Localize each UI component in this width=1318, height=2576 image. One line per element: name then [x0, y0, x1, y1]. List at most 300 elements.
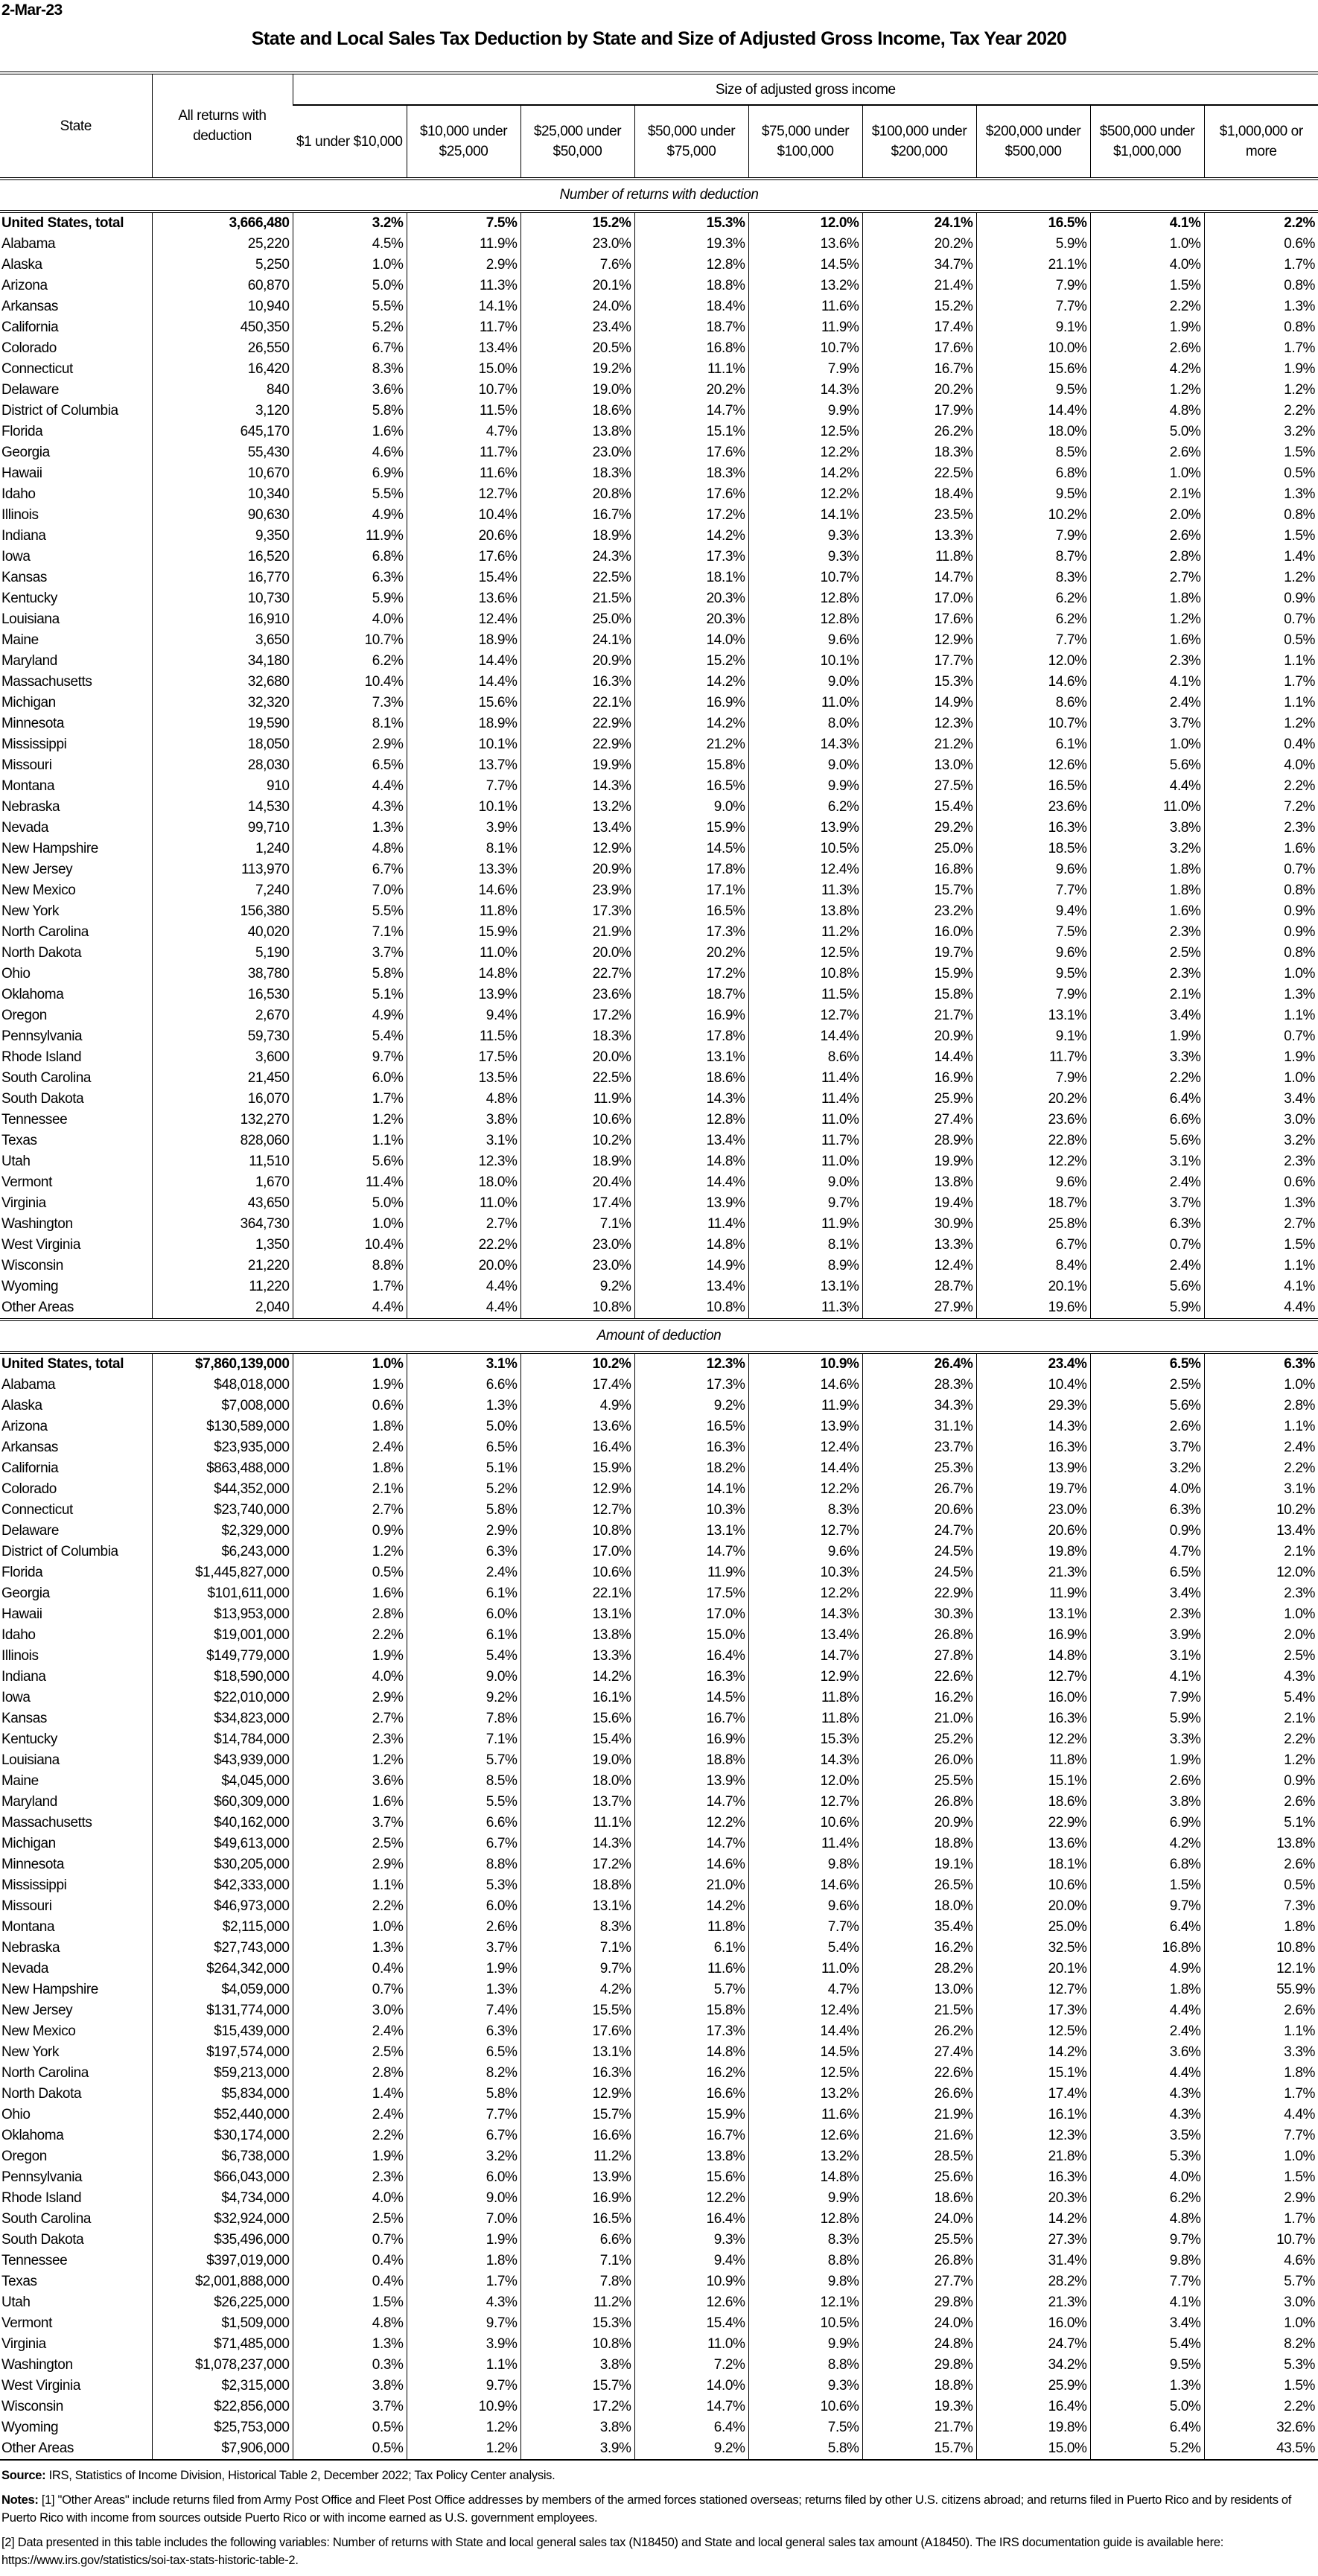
bracket-percent: 8.5%	[976, 442, 1090, 463]
bracket-percent: 16.3%	[520, 672, 634, 693]
bracket-percent: 4.0%	[1204, 755, 1318, 776]
bracket-percent: 12.1%	[748, 2292, 862, 2313]
bracket-percent: 3.1%	[1204, 1479, 1318, 1500]
bracket-percent: 14.2%	[634, 672, 748, 693]
state-name: Delaware	[1, 1523, 60, 1539]
bracket-percent: 3.0%	[293, 2000, 407, 2021]
bracket-percent: 10.9%	[748, 1352, 862, 1375]
state-name: Oklahoma	[1, 987, 64, 1002]
bracket-percent: 18.8%	[862, 2376, 976, 2397]
all-returns-value: 16,520	[152, 547, 293, 567]
bracket-percent: 0.9%	[1090, 1521, 1204, 1542]
bracket-percent: 22.2%	[407, 1235, 520, 1256]
bracket-percent: 3.4%	[1090, 2313, 1204, 2334]
bracket-percent: 5.8%	[748, 2438, 862, 2460]
bracket-percent: 1.5%	[1204, 2167, 1318, 2188]
all-returns-value: $23,935,000	[152, 1437, 293, 1458]
bracket-percent: 2.7%	[293, 1708, 407, 1729]
bracket-percent: 20.9%	[862, 1026, 976, 1047]
state-name: South Dakota	[1, 2232, 84, 2248]
bracket-percent: 8.6%	[976, 693, 1090, 713]
bracket-percent: 15.4%	[862, 797, 976, 818]
state-name: District of Columbia	[1, 1544, 118, 1559]
bracket-percent: 1.0%	[1204, 2313, 1318, 2334]
bracket-percent: 15.6%	[634, 2167, 748, 2188]
table-row	[0, 609, 1318, 630]
bracket-percent: 18.9%	[407, 630, 520, 651]
section-header	[0, 179, 1318, 212]
bracket-percent: 1.1%	[1204, 1005, 1318, 1026]
bracket-percent: 22.6%	[862, 1667, 976, 1688]
bracket-percent: 13.8%	[634, 2146, 748, 2167]
all-returns-value: $59,213,000	[152, 2063, 293, 2084]
table-row	[0, 296, 1318, 317]
bracket-percent: 17.3%	[520, 901, 634, 922]
bracket-percent: 9.2%	[520, 1276, 634, 1297]
state-name: Vermont	[1, 1174, 52, 1190]
bracket-percent: 13.1%	[520, 1896, 634, 1917]
bracket-percent: 13.4%	[748, 1625, 862, 1646]
bracket-percent: 13.1%	[634, 1521, 748, 1542]
bracket-percent: 12.0%	[748, 212, 862, 234]
bracket-percent: 23.0%	[520, 1235, 634, 1256]
bracket-percent: 3.2%	[407, 2146, 520, 2167]
bracket-percent: 2.2%	[1090, 296, 1204, 317]
all-returns-value: $7,860,139,000	[152, 1352, 293, 1375]
bracket-percent: 6.5%	[407, 1437, 520, 1458]
bracket-percent: 6.1%	[634, 1938, 748, 1959]
bracket-percent: 1.2%	[1204, 380, 1318, 401]
bracket-percent: 4.8%	[1090, 2209, 1204, 2230]
table-row	[0, 1479, 1318, 1500]
bracket-percent: 17.9%	[862, 401, 976, 422]
table-row	[0, 1583, 1318, 1604]
bracket-percent: 14.3%	[748, 1750, 862, 1771]
bracket-percent: 24.0%	[862, 2313, 976, 2334]
bracket-percent: 12.2%	[748, 442, 862, 463]
table-row	[0, 651, 1318, 672]
bracket-percent: 4.7%	[748, 1979, 862, 2000]
bracket-percent: 6.9%	[1090, 1813, 1204, 1834]
bracket-percent: 25.0%	[520, 609, 634, 630]
bracket-percent: 19.9%	[862, 1151, 976, 1172]
bracket-percent: 7.1%	[520, 1938, 634, 1959]
bracket-percent: 9.0%	[748, 755, 862, 776]
bracket-percent: 1.0%	[1204, 964, 1318, 985]
bracket-percent: 12.9%	[862, 630, 976, 651]
bracket-percent: 5.3%	[1090, 2146, 1204, 2167]
all-returns-value: 16,770	[152, 567, 293, 588]
bracket-percent: 21.8%	[976, 2146, 1090, 2167]
bracket-percent: 2.8%	[293, 2063, 407, 2084]
bracket-percent: 1.8%	[1090, 859, 1204, 880]
bracket-percent: 8.3%	[976, 567, 1090, 588]
bracket-percent: 2.1%	[1090, 985, 1204, 1005]
bracket-percent: 6.5%	[1090, 1562, 1204, 1583]
bracket-percent: 9.6%	[748, 1542, 862, 1562]
table-row	[0, 2251, 1318, 2271]
bracket-percent: 22.9%	[520, 734, 634, 755]
state-name: Arkansas	[1, 1440, 59, 1455]
bracket-percent: 6.5%	[293, 755, 407, 776]
state-name: Mississippi	[1, 737, 67, 752]
bracket-percent: 4.4%	[1204, 1297, 1318, 1320]
bracket-percent: 2.9%	[1204, 2188, 1318, 2209]
bracket-percent: 1.7%	[1204, 338, 1318, 359]
bracket-percent: 12.3%	[862, 713, 976, 734]
bracket-percent: 12.7%	[748, 1005, 862, 1026]
bracket-percent: 8.0%	[748, 713, 862, 734]
bracket-percent: 6.3%	[1090, 1214, 1204, 1235]
state-name: Wyoming	[1, 1279, 59, 1294]
bracket-percent: 1.0%	[293, 1214, 407, 1235]
bracket-percent: 4.0%	[293, 609, 407, 630]
bracket-percent: 9.9%	[748, 2334, 862, 2355]
bracket-percent: 14.3%	[520, 1834, 634, 1854]
bracket-percent: 0.3%	[293, 2355, 407, 2376]
bracket-percent: 7.0%	[293, 880, 407, 901]
bracket-percent: 19.4%	[862, 1193, 976, 1214]
bracket-percent: 2.4%	[293, 1437, 407, 1458]
bracket-percent: 7.1%	[407, 1729, 520, 1750]
bracket-percent: 29.2%	[862, 818, 976, 839]
bracket-percent: 4.3%	[1090, 2105, 1204, 2125]
state-name: United States, total	[1, 215, 124, 231]
bracket-percent: 9.0%	[748, 672, 862, 693]
bracket-percent: 2.3%	[1204, 1151, 1318, 1172]
bracket-percent: 3.9%	[520, 2438, 634, 2460]
bracket-percent: 13.5%	[407, 1068, 520, 1089]
bracket-percent: 16.5%	[634, 1416, 748, 1437]
bracket-percent: 10.7%	[1204, 2230, 1318, 2251]
bracket-percent: 26.0%	[862, 1750, 976, 1771]
bracket-percent: 5.8%	[293, 401, 407, 422]
bracket-percent: 3.1%	[407, 1130, 520, 1151]
bracket-percent: 12.2%	[634, 1813, 748, 1834]
bracket-percent: 27.5%	[862, 776, 976, 797]
bracket-percent: 25.3%	[862, 1458, 976, 1479]
bracket-percent: 6.6%	[520, 2230, 634, 2251]
bracket-percent: 6.2%	[976, 609, 1090, 630]
state-name: Rhode Island	[1, 1049, 82, 1065]
bracket-percent: 3.2%	[1204, 1130, 1318, 1151]
bracket-percent: 14.4%	[407, 672, 520, 693]
bracket-percent: 11.4%	[748, 1068, 862, 1089]
all-returns-value: $30,174,000	[152, 2125, 293, 2146]
report-date: 2-Mar-23	[1, 1, 63, 19]
bracket-percent: 1.9%	[1090, 1026, 1204, 1047]
bracket-percent: 0.5%	[1204, 630, 1318, 651]
state-name: Arizona	[1, 278, 48, 293]
table-row	[0, 1089, 1318, 1110]
table-row	[0, 2271, 1318, 2292]
table-row	[0, 359, 1318, 380]
bracket-percent: 19.7%	[862, 943, 976, 964]
all-returns-value: 60,870	[152, 276, 293, 296]
source-note	[1, 2467, 1317, 2484]
bracket-percent: 4.0%	[293, 2188, 407, 2209]
bracket-percent: 20.5%	[520, 338, 634, 359]
bracket-percent: 15.0%	[976, 2438, 1090, 2460]
bracket-percent: 23.0%	[520, 1256, 634, 1276]
bracket-percent: 7.3%	[293, 693, 407, 713]
bracket-percent: 11.6%	[748, 296, 862, 317]
bracket-percent: 24.3%	[520, 547, 634, 567]
bracket-percent: 4.4%	[1090, 776, 1204, 797]
table-row	[0, 776, 1318, 797]
bracket-percent: 6.7%	[407, 1834, 520, 1854]
bracket-percent: 5.0%	[407, 1416, 520, 1437]
bracket-percent: 10.9%	[634, 2271, 748, 2292]
table-row	[0, 401, 1318, 422]
bracket-percent: 1.0%	[293, 1917, 407, 1938]
bracket-percent: 4.1%	[1090, 2292, 1204, 2313]
bracket-percent: 16.0%	[976, 1688, 1090, 1708]
bracket-percent: 16.2%	[862, 1938, 976, 1959]
all-returns-value: 40,020	[152, 922, 293, 943]
bracket-percent: 11.0%	[407, 943, 520, 964]
bracket-percent: 9.8%	[748, 1854, 862, 1875]
table-row	[0, 693, 1318, 713]
bracket-percent: 29.3%	[976, 1396, 1090, 1416]
table-row	[0, 2355, 1318, 2376]
bracket-percent: 2.4%	[1090, 2021, 1204, 2042]
bracket-percent: 14.2%	[976, 2042, 1090, 2063]
bracket-percent: 10.1%	[407, 797, 520, 818]
bracket-percent: 5.4%	[1090, 2334, 1204, 2355]
bracket-percent: 7.5%	[748, 2417, 862, 2438]
bracket-percent: 4.4%	[1090, 2063, 1204, 2084]
bracket-percent: 4.0%	[1090, 255, 1204, 276]
bracket-percent: 1.7%	[293, 1276, 407, 1297]
bracket-percent: 18.6%	[976, 1792, 1090, 1813]
bracket-percent: 4.8%	[293, 839, 407, 859]
bracket-percent: 7.7%	[1204, 2125, 1318, 2146]
bracket-percent: 13.4%	[634, 1276, 748, 1297]
bracket-percent: 6.7%	[976, 1235, 1090, 1256]
bracket-percent: 0.6%	[1204, 1172, 1318, 1193]
table-row	[0, 2376, 1318, 2397]
bracket-percent: 7.6%	[520, 255, 634, 276]
state-name: Illinois	[1, 507, 39, 523]
table-row	[0, 276, 1318, 296]
header-bracket: $50,000 under $75,000	[634, 105, 748, 179]
bracket-percent: 17.8%	[634, 1026, 748, 1047]
bracket-percent: 1.3%	[1204, 985, 1318, 1005]
header-bracket: $25,000 under $50,000	[520, 105, 634, 179]
bracket-percent: 1.8%	[1204, 1917, 1318, 1938]
all-returns-value: 7,240	[152, 880, 293, 901]
bracket-percent: 12.4%	[407, 609, 520, 630]
bracket-percent: 17.6%	[862, 609, 976, 630]
table-row	[0, 588, 1318, 609]
source-label: Source:	[1, 2469, 46, 2482]
bracket-percent: 13.2%	[748, 276, 862, 296]
bracket-percent: 21.5%	[862, 2000, 976, 2021]
state-name: Pennsylvania	[1, 2169, 83, 2185]
bracket-percent: 17.5%	[634, 1583, 748, 1604]
bracket-percent: 0.8%	[1204, 505, 1318, 526]
bracket-percent: 4.9%	[293, 505, 407, 526]
bracket-percent: 1.3%	[293, 1938, 407, 1959]
bracket-percent: 9.5%	[976, 964, 1090, 985]
bracket-percent: 28.2%	[862, 1959, 976, 1979]
table-row	[0, 922, 1318, 943]
bracket-percent: 3.5%	[1090, 2125, 1204, 2146]
bracket-percent: 1.8%	[1090, 880, 1204, 901]
bracket-percent: 13.1%	[748, 1276, 862, 1297]
bracket-percent: 18.8%	[634, 276, 748, 296]
state-name: New Hampshire	[1, 841, 98, 856]
bracket-percent: 2.6%	[1090, 338, 1204, 359]
bracket-percent: 14.2%	[634, 713, 748, 734]
bracket-percent: 10.6%	[976, 1875, 1090, 1896]
bracket-percent: 21.2%	[634, 734, 748, 755]
bracket-percent: 0.9%	[1204, 922, 1318, 943]
bracket-percent: 1.0%	[1204, 1068, 1318, 1089]
bracket-percent: 24.5%	[862, 1542, 976, 1562]
bracket-percent: 6.2%	[748, 797, 862, 818]
bracket-percent: 2.4%	[293, 2105, 407, 2125]
bracket-percent: 17.4%	[520, 1193, 634, 1214]
bracket-percent: 20.0%	[976, 1896, 1090, 1917]
bracket-percent: 17.3%	[976, 2000, 1090, 2021]
bracket-percent: 6.0%	[293, 1068, 407, 1089]
all-returns-value: 840	[152, 380, 293, 401]
bracket-percent: 20.2%	[634, 943, 748, 964]
state-name: Ohio	[1, 966, 31, 982]
state-name: Nevada	[1, 820, 49, 836]
all-returns-value: 828,060	[152, 1130, 293, 1151]
bracket-percent: 8.5%	[407, 1771, 520, 1792]
bracket-percent: 32.5%	[976, 1938, 1090, 1959]
bracket-percent: 17.4%	[976, 2084, 1090, 2105]
bracket-percent: 6.4%	[1090, 1089, 1204, 1110]
bracket-percent: 1.2%	[1204, 713, 1318, 734]
state-name: West Virginia	[1, 2378, 81, 2394]
bracket-percent: 15.9%	[862, 964, 976, 985]
table-row	[0, 442, 1318, 463]
all-returns-value: $4,059,000	[152, 1979, 293, 2000]
bracket-percent: 10.2%	[1204, 1500, 1318, 1521]
bracket-percent: 23.0%	[520, 442, 634, 463]
bracket-percent: 2.9%	[407, 255, 520, 276]
bracket-percent: 5.5%	[293, 296, 407, 317]
bracket-percent: 9.5%	[1090, 2355, 1204, 2376]
bracket-percent: 3.7%	[1090, 713, 1204, 734]
all-returns-value: $27,743,000	[152, 1938, 293, 1959]
all-returns-value: 2,670	[152, 1005, 293, 1026]
bracket-percent: 2.2%	[1204, 401, 1318, 422]
bracket-percent: 15.4%	[634, 2313, 748, 2334]
all-returns-value: $7,906,000	[152, 2438, 293, 2460]
state-name: Pennsylvania	[1, 1028, 83, 1044]
bracket-percent: 6.3%	[407, 2021, 520, 2042]
bracket-percent: 16.9%	[520, 2188, 634, 2209]
bracket-percent: 17.2%	[520, 2397, 634, 2417]
bracket-percent: 18.8%	[862, 1834, 976, 1854]
bracket-percent: 10.4%	[976, 1375, 1090, 1396]
bracket-percent: 11.0%	[748, 1959, 862, 1979]
bracket-percent: 16.7%	[634, 2125, 748, 2146]
bracket-percent: 14.7%	[634, 401, 748, 422]
state-name: Minnesota	[1, 1857, 65, 1872]
bracket-percent: 21.3%	[976, 2292, 1090, 2313]
all-returns-value: $44,352,000	[152, 1479, 293, 1500]
bracket-percent: 6.3%	[407, 1542, 520, 1562]
bracket-percent: 21.0%	[634, 1875, 748, 1896]
bracket-percent: 24.8%	[862, 2334, 976, 2355]
bracket-percent: 17.6%	[407, 547, 520, 567]
state-name: South Carolina	[1, 1070, 92, 1086]
bracket-percent: 2.8%	[1204, 1396, 1318, 1416]
bracket-percent: 18.0%	[407, 1172, 520, 1193]
all-returns-value: 38,780	[152, 964, 293, 985]
bracket-percent: 14.9%	[634, 1256, 748, 1276]
all-returns-value: 11,220	[152, 1276, 293, 1297]
bracket-percent: 5.0%	[293, 1193, 407, 1214]
bracket-percent: 14.5%	[748, 2042, 862, 2063]
bracket-percent: 13.8%	[520, 1625, 634, 1646]
bracket-percent: 12.7%	[520, 1500, 634, 1521]
all-returns-value: 43,650	[152, 1193, 293, 1214]
bracket-percent: 10.1%	[748, 651, 862, 672]
bracket-percent: 3.8%	[520, 2417, 634, 2438]
bracket-percent: 15.7%	[862, 2438, 976, 2460]
bracket-percent: 1.9%	[293, 1375, 407, 1396]
header-bracket: $1 under $10,000	[293, 105, 407, 179]
all-returns-value: $2,315,000	[152, 2376, 293, 2397]
section-label: Amount of deduction	[0, 1320, 1318, 1352]
bracket-percent: 10.8%	[520, 1297, 634, 1320]
bracket-percent: 8.1%	[407, 839, 520, 859]
bracket-percent: 5.7%	[634, 1979, 748, 2000]
bracket-percent: 20.2%	[634, 380, 748, 401]
bracket-percent: 9.6%	[748, 630, 862, 651]
bracket-percent: 19.3%	[634, 234, 748, 255]
table-row	[0, 672, 1318, 693]
bracket-percent: 12.1%	[1204, 1959, 1318, 1979]
all-returns-value: $131,774,000	[152, 2000, 293, 2021]
bracket-percent: 9.6%	[976, 1172, 1090, 1193]
bracket-percent: 6.0%	[407, 1604, 520, 1625]
state-name: Montana	[1, 778, 55, 794]
bracket-percent: 14.2%	[976, 2209, 1090, 2230]
bracket-percent: 11.0%	[407, 1193, 520, 1214]
bracket-percent: 14.7%	[634, 1542, 748, 1562]
bracket-percent: 17.8%	[634, 859, 748, 880]
bracket-percent: 1.1%	[1204, 2021, 1318, 2042]
bracket-percent: 29.8%	[862, 2292, 976, 2313]
bracket-percent: 3.4%	[1204, 1089, 1318, 1110]
bracket-percent: 1.3%	[1090, 2376, 1204, 2397]
bracket-percent: 13.6%	[976, 1834, 1090, 1854]
all-returns-value: 3,650	[152, 630, 293, 651]
bracket-percent: 3.4%	[1090, 1583, 1204, 1604]
table-row	[0, 1917, 1318, 1938]
bracket-percent: 6.2%	[1090, 2188, 1204, 2209]
bracket-percent: 2.5%	[1204, 1646, 1318, 1667]
bracket-percent: 13.2%	[520, 797, 634, 818]
bracket-percent: 14.2%	[748, 463, 862, 484]
table-row	[0, 1792, 1318, 1813]
table-row	[0, 484, 1318, 505]
bracket-percent: 25.0%	[862, 839, 976, 859]
bracket-percent: 6.7%	[407, 2125, 520, 2146]
bracket-percent: 18.6%	[520, 401, 634, 422]
all-returns-value: $264,342,000	[152, 1959, 293, 1979]
bracket-percent: 7.1%	[520, 2251, 634, 2271]
